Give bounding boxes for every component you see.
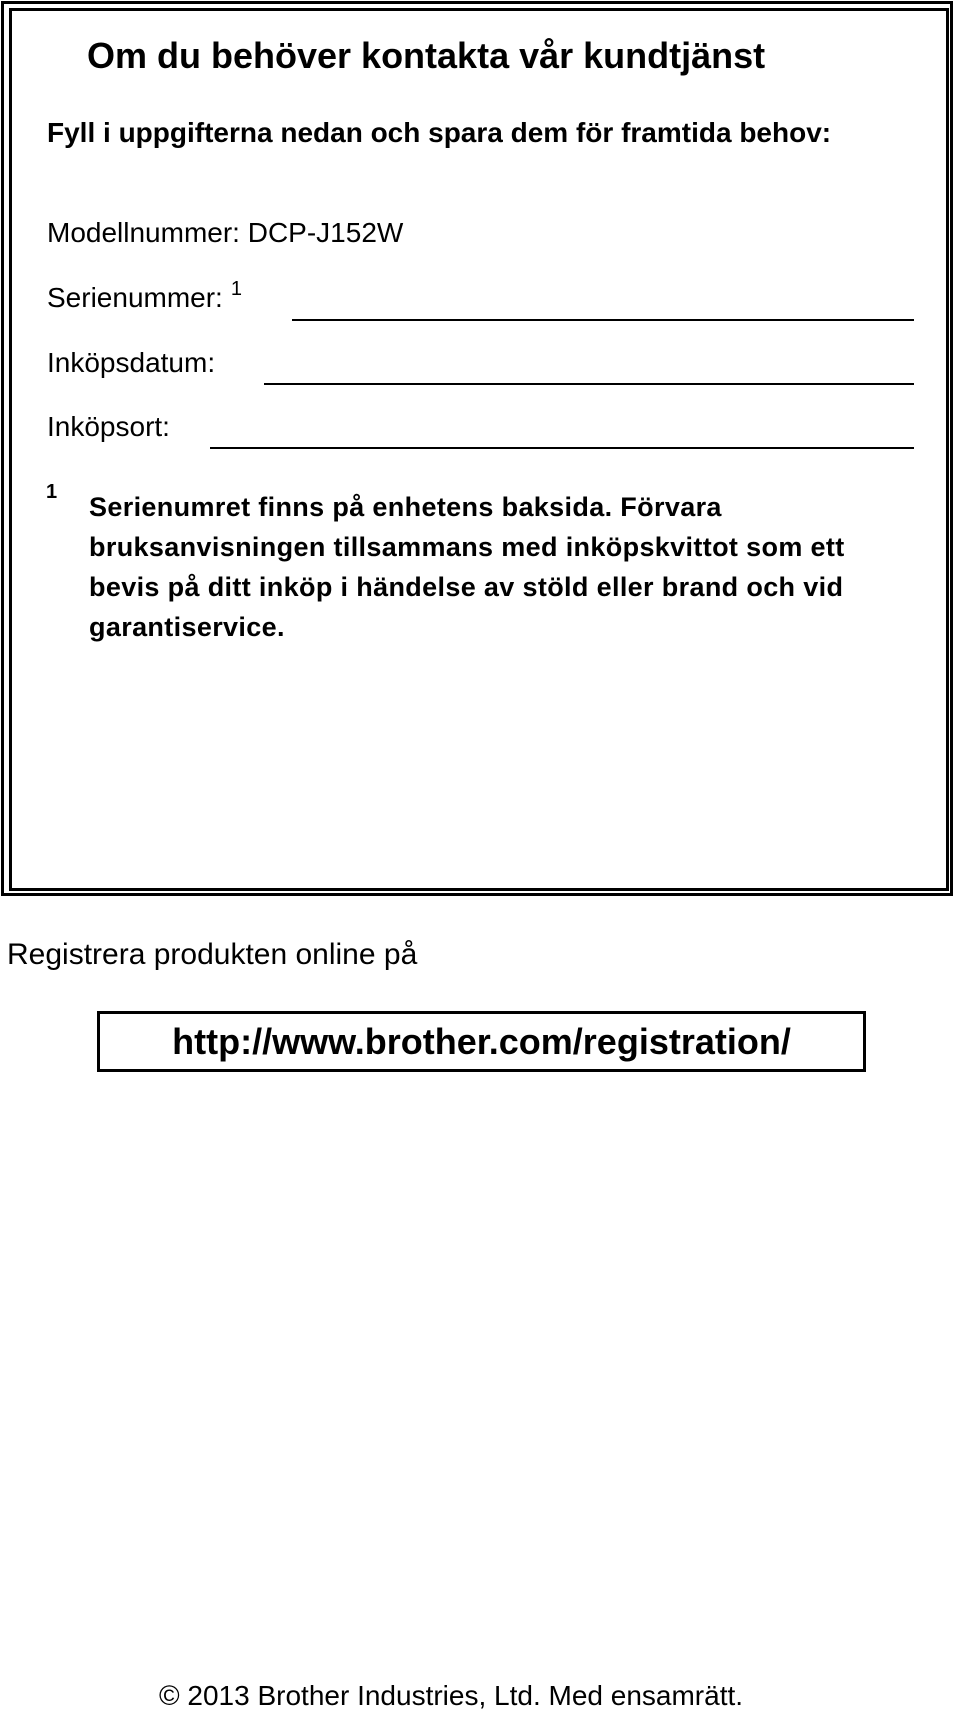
model-number-value: DCP-J152W: [247, 217, 404, 248]
serial-number-blank-line: [292, 319, 914, 321]
footnote-text: Serienumret finns på enhetens baksida. Förvara bruksanvisningen tillsammans med inköpskvittot som ett bevis på ditt inköp i händelse av stöld eller brand och vid garantiservice.: [89, 492, 845, 642]
purchase-date-blank-line: [264, 383, 914, 385]
model-number-field: [47, 217, 403, 249]
purchase-place-blank-line: [210, 447, 914, 449]
purchase-place-field: [47, 411, 170, 443]
intro-text: Fyll i uppgifterna nedan och spara dem för framtida behov:: [47, 117, 832, 148]
registration-url-link[interactable]: http://www.brother.com/registration/: [172, 1020, 791, 1062]
serial-number-label: Serienummer:: [47, 282, 223, 313]
purchase-place-label: Inköpsort:: [47, 411, 170, 442]
purchase-date-field: [47, 347, 215, 379]
purchase-date-label: Inköpsdatum:: [47, 347, 216, 378]
registration-url-box: [97, 1011, 866, 1072]
footnote-number: 1: [46, 481, 58, 503]
page-title: Om du behöver kontakta vår kundtjänst: [87, 35, 766, 76]
serial-number-field: [47, 278, 242, 314]
copyright-notice: © 2013 Brother Industries, Ltd. Med ensamrätt.: [159, 1680, 744, 1711]
serial-footnote-ref: 1: [230, 278, 242, 300]
model-number-label: Modellnummer:: [47, 217, 240, 248]
registration-prompt: Registrera produkten online på: [7, 938, 418, 971]
